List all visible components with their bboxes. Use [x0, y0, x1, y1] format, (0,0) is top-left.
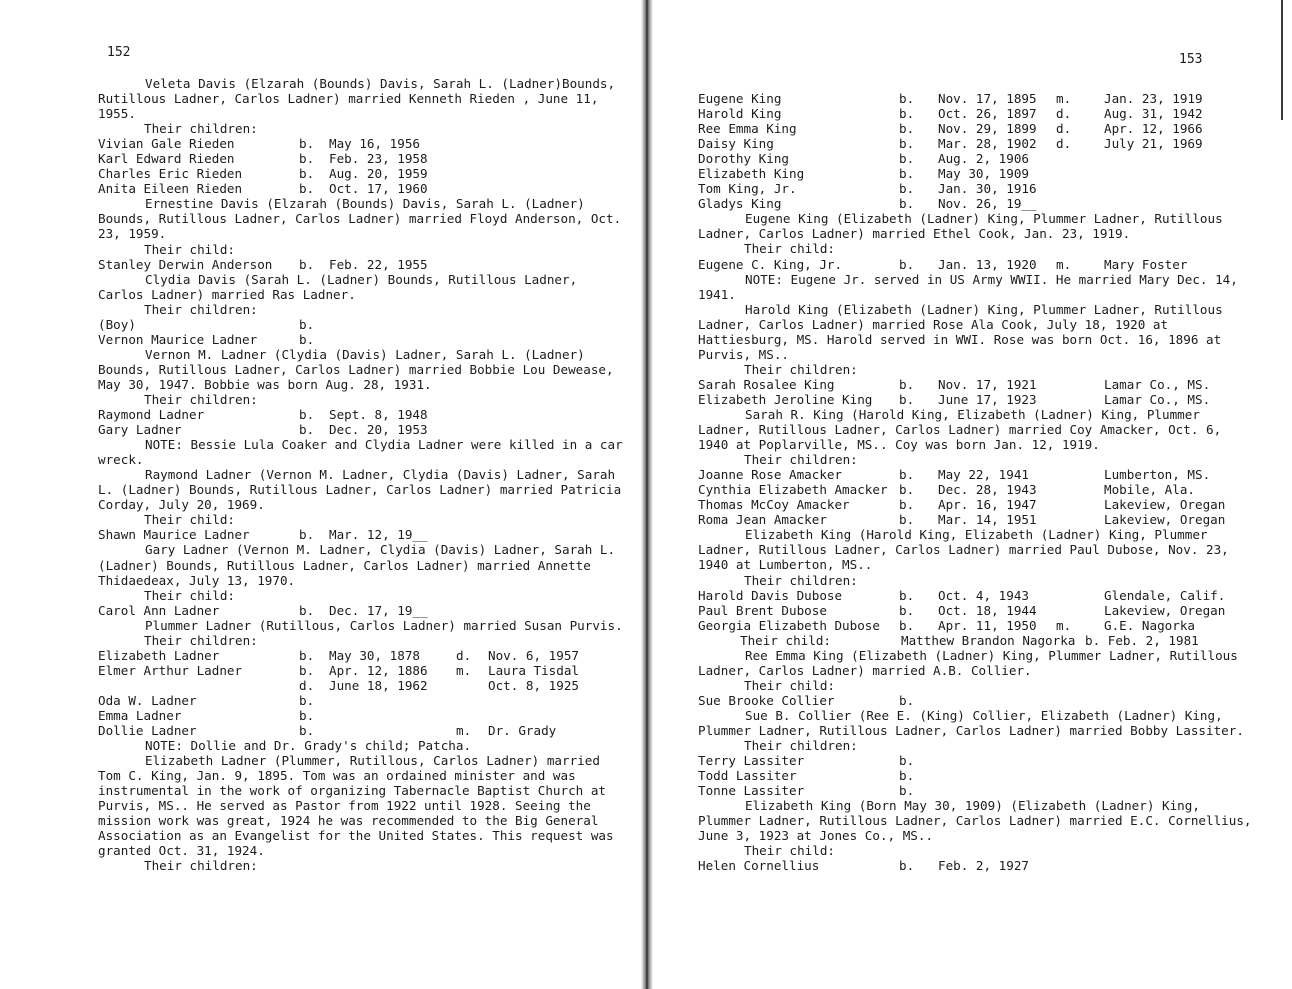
birth-date: Dec. 17, 19__: [329, 602, 428, 618]
birth-date: Apr. 11, 1950: [938, 617, 1037, 633]
birth-date: Nov. 17, 1895: [938, 91, 1037, 106]
birth-marker: b.: [299, 316, 315, 332]
genealogy-entry: [98, 407, 623, 422]
event-detail: Lamar Co., MS.: [1104, 376, 1211, 392]
genealogy-entry: [698, 588, 1258, 603]
birth-date: Oct. 4, 1943: [938, 587, 1029, 603]
birth-date: Sept. 8, 1948: [329, 407, 428, 423]
genealogy-entry: [698, 121, 1258, 136]
paragraph: Harold King (Elizabeth (Ladner) King, Plummer Ladner, Rutillous Ladner, Carlos Ladner) married Rose Ala Cook, July 18, 1920 at Hattiesburg, MS. Harold served in WWI. Rose was born Oct. 16, 1896 at Purvis, MS..: [698, 301, 1223, 362]
birth-marker: b.: [299, 707, 315, 723]
birth-marker: b.: [899, 166, 915, 182]
person-name: Stanley Derwin Anderson: [98, 256, 273, 272]
paragraph: Plummer Ladner (Rutillous, Carlos Ladner) married Susan Purvis.: [145, 617, 623, 633]
genealogy-entry: [98, 151, 623, 166]
birth-date: Aug. 2, 1906: [938, 151, 1029, 167]
event-detail: July 21, 1969: [1104, 136, 1203, 152]
children-heading: Their children:: [144, 632, 258, 648]
children-heading: Their child:: [144, 512, 235, 528]
genealogy-entry: [698, 482, 1258, 497]
birth-date: Feb. 23, 1958: [329, 151, 428, 167]
person-name: Elmer Arthur Ladner: [98, 662, 243, 678]
genealogy-entry: [98, 723, 623, 738]
birth-date: May 22, 1941: [938, 467, 1029, 483]
genealogy-entry: [698, 753, 1258, 768]
birth-date: Oct. 18, 1944: [938, 602, 1037, 618]
genealogy-entry: [98, 603, 623, 618]
children-heading: Their children:: [144, 121, 258, 137]
genealogy-entry: [698, 181, 1258, 196]
birth-marker: b.: [899, 196, 915, 212]
birth-marker: b.: [899, 151, 915, 167]
birth-date: Dec. 20, 1953: [329, 422, 428, 438]
children-heading: Their child:: [744, 241, 835, 257]
birth-date: June 18, 1962: [329, 677, 428, 693]
birth-marker: b.: [899, 482, 915, 498]
birth-date: Nov. 17, 1921: [938, 376, 1037, 392]
event-marker: d.: [1056, 136, 1072, 152]
birth-marker: b.: [299, 181, 315, 197]
event-marker: d.: [456, 647, 472, 663]
right-page: [651, 0, 1292, 989]
genealogy-entry: [698, 196, 1258, 211]
person-name: Vernon Maurice Ladner: [98, 331, 258, 347]
genealogy-entry: [98, 332, 623, 347]
paragraph: Veleta Davis (Elzarah (Bounds) Davis, Sarah L. (Ladner)Bounds, Rutillous Ladner, Carlos Ladner) married Kenneth Rieden , June 11, 1955.: [98, 76, 616, 122]
person-name: Tonne Lassiter: [698, 783, 805, 799]
genealogy-entry: [98, 422, 623, 437]
person-name: Terry Lassiter: [698, 753, 805, 769]
birth-marker: b.: [899, 602, 915, 618]
paragraph: Sarah R. King (Harold King, Elizabeth (Ladner) King, Plummer Ladner, Rutillous Ladner, Carlos Ladner) married Coy Amacker, Oct. 6, 1940 at Poplarville, MS.. Coy was born Jan. 12, 1919.: [698, 406, 1222, 453]
event-detail: Jan. 23, 1919: [1104, 91, 1203, 106]
genealogy-entry: [98, 708, 623, 723]
birth-date: Mar. 14, 1951: [938, 512, 1037, 528]
children-heading: Their children:: [144, 301, 258, 317]
birth-date: Dec. 28, 1943: [938, 482, 1037, 498]
children-heading: Their child:: [144, 241, 235, 257]
paragraph: Eugene King (Elizabeth (Ladner) King, Plummer Ladner, Rutillous Ladner, Carlos Ladner) married Ethel Cook, Jan. 23, 1919.: [698, 211, 1223, 242]
person-name: Sue Brooke Collier: [698, 692, 835, 708]
person-name: Helen Cornellius: [698, 858, 820, 874]
event-detail: G.E. Nagorka: [1104, 617, 1195, 633]
birth-date: Mar. 28, 1902: [938, 136, 1037, 152]
person-name: (Boy): [98, 316, 136, 332]
person-name: Tom King, Jr.: [698, 181, 797, 197]
children-heading: Their children:: [144, 858, 258, 874]
birth-marker: b.: [899, 617, 915, 633]
genealogy-entry: [98, 181, 623, 196]
birth-marker: b.: [899, 121, 915, 137]
person-name: Elizabeth Jeroline King: [698, 391, 873, 407]
event-detail: Aug. 31, 1942: [1104, 106, 1203, 122]
children-heading: Their child:: [744, 843, 835, 859]
paragraph: Sue B. Collier (Ree E. (King) Collier, Elizabeth (Ladner) King, Plummer Ladner, Rutillous Ladner, Carlos Ladner) married Bobby Lassiter.: [698, 707, 1244, 738]
event-detail: Lumberton, MS.: [1104, 467, 1211, 483]
person-name: Anita Eileen Rieden: [98, 181, 243, 197]
person-name: Elizabeth Ladner: [98, 647, 220, 663]
person-name: Harold Davis Dubose: [698, 587, 843, 603]
event-detail: Apr. 12, 1966: [1104, 121, 1203, 137]
paragraph: Vernon M. Ladner (Clydia (Davis) Ladner, Sarah L. (Ladner) Bounds, Rutillous Ladner, Carlos Ladner) married Bobbie Lou Dewease, May 30, 1947. Bobbie was born Aug. 28, 1931.: [98, 346, 614, 392]
person-name: Harold King: [698, 106, 782, 122]
person-name: Georgia Elizabeth Dubose: [698, 617, 880, 633]
children-heading: Their children:: [744, 738, 858, 754]
birth-date: May 16, 1956: [329, 136, 420, 152]
genealogy-entry: [698, 768, 1258, 783]
children-heading: Their child:: [740, 632, 831, 648]
event-detail: Oct. 8, 1925: [488, 677, 579, 693]
event-detail: Laura Tisdal: [488, 662, 579, 678]
genealogy-entry: [698, 467, 1258, 482]
person-name: Thomas McCoy Amacker: [698, 497, 850, 513]
birth-date: b. Feb. 2, 1981: [1085, 632, 1199, 648]
genealogy-entry: [698, 257, 1258, 272]
genealogy-entry: [98, 166, 623, 181]
genealogy-entry: [698, 377, 1258, 392]
genealogy-entry: [98, 257, 623, 272]
event-marker: m.: [456, 723, 472, 739]
birth-date: Apr. 12, 1886: [329, 662, 428, 678]
birth-marker: b.: [899, 106, 915, 122]
birth-marker: b.: [299, 527, 315, 543]
birth-date: Jan. 30, 1916: [938, 181, 1037, 197]
person-name: Dollie Ladner: [98, 723, 197, 739]
event-detail: Dr. Grady: [488, 723, 557, 739]
children-heading: Their child:: [744, 677, 835, 693]
left-page: [0, 0, 645, 989]
birth-marker: b.: [299, 692, 315, 708]
person-name: Oda W. Ladner: [98, 692, 197, 708]
genealogy-entry: [698, 166, 1258, 181]
event-detail: Mobile, Ala.: [1104, 482, 1195, 498]
paragraph: Ernestine Davis (Elzarah (Bounds) Davis, Sarah L. (Ladner) Bounds, Rutillous Ladner, Carlos Ladner) married Floyd Anderson, Oct. 23, 1959.: [98, 196, 622, 242]
genealogy-entry: [698, 136, 1258, 151]
genealogy-entry: [698, 392, 1258, 407]
person-name: Todd Lassiter: [698, 768, 797, 784]
genealogy-entry: [98, 317, 623, 332]
genealogy-entry: [698, 618, 1258, 633]
birth-date: Jan. 13, 1920: [938, 256, 1037, 272]
birth-marker: b.: [299, 166, 315, 182]
birth-marker: b.: [299, 256, 315, 272]
event-detail: Nov. 6, 1957: [488, 647, 579, 663]
person-name: Roma Jean Amacker: [698, 512, 827, 528]
page-content: [698, 91, 1258, 873]
birth-marker: b.: [299, 647, 315, 663]
genealogy-entry: [698, 633, 1258, 648]
event-marker: m.: [1056, 256, 1072, 272]
birth-marker: b.: [299, 422, 315, 438]
birth-date: Feb. 22, 1955: [329, 256, 428, 272]
page-number: 153: [1179, 52, 1203, 67]
event-detail: Glendale, Calif.: [1104, 587, 1226, 603]
birth-marker: b.: [299, 136, 315, 152]
event-detail: Lakeview, Oregan: [1104, 602, 1226, 618]
birth-date: May 30, 1878: [329, 647, 420, 663]
event-marker: d.: [1056, 106, 1072, 122]
person-name: Karl Edward Rieden: [98, 151, 235, 167]
birth-marker: b.: [299, 151, 315, 167]
person-name: Vivian Gale Rieden: [98, 136, 235, 152]
birth-marker: b.: [899, 783, 915, 799]
genealogy-entry: [98, 693, 623, 708]
birth-marker: b.: [299, 331, 315, 347]
birth-date: June 17, 1923: [938, 391, 1037, 407]
person-name: Gary Ladner: [98, 422, 182, 438]
genealogy-entry: [698, 693, 1258, 708]
person-name: Cynthia Elizabeth Amacker: [698, 482, 888, 498]
birth-date: Feb. 2, 1927: [938, 858, 1029, 874]
event-detail: Mary Foster: [1104, 256, 1188, 272]
page-number: 152: [107, 45, 131, 60]
birth-marker: b.: [299, 407, 315, 423]
person-name: Elizabeth King: [698, 166, 805, 182]
birth-marker: b.: [899, 587, 915, 603]
person-name: Charles Eric Rieden: [98, 166, 243, 182]
birth-marker: b.: [899, 512, 915, 528]
person-name: Carol Ann Ladner: [98, 602, 220, 618]
person-name: Matthew Brandon Nagorka: [901, 632, 1076, 648]
person-name: Eugene King: [698, 91, 782, 106]
birth-date: Mar. 12, 19__: [329, 527, 428, 543]
page-content: [98, 76, 623, 873]
birth-marker: b.: [899, 768, 915, 784]
paragraph: Gary Ladner (Vernon M. Ladner, Clydia (Davis) Ladner, Sarah L. (Ladner) Bounds, Rutillous Ladner, Carlos Ladner) married Annette Thidaedeax, July 13, 1970.: [98, 542, 616, 588]
birth-date: Oct. 26, 1897: [938, 106, 1037, 122]
birth-marker: b.: [899, 136, 915, 152]
birth-marker: b.: [899, 256, 915, 272]
person-name: Eugene C. King, Jr.: [698, 256, 843, 272]
birth-marker: b.: [899, 391, 915, 407]
paragraph: Elizabeth King (Harold King, Elizabeth (Ladner) King, Plummer Ladner, Rutillous Ladner, Carlos Ladner) married Paul Dubose, Nov. 23, 1940 at Lumberton, MS..: [698, 527, 1229, 573]
person-name: Dorothy King: [698, 151, 789, 167]
person-name: Emma Ladner: [98, 707, 182, 723]
children-heading: Their children:: [744, 572, 858, 588]
person-name: Ree Emma King: [698, 121, 797, 137]
birth-marker: b.: [899, 376, 915, 392]
birth-date: Nov. 26, 19__: [938, 196, 1037, 212]
birth-marker: b.: [299, 662, 315, 678]
paragraph: Ree Emma King (Elizabeth (Ladner) King, Plummer Ladner, Rutillous Ladner, Carlos Ladner) married A.B. Collier.: [698, 647, 1238, 678]
person-name: Joanne Rose Amacker: [698, 467, 843, 483]
event-marker: m.: [1056, 91, 1072, 106]
genealogy-entry: [698, 512, 1258, 527]
birth-date: May 30, 1909: [938, 166, 1029, 182]
person-name: Paul Brent Dubose: [698, 602, 827, 618]
person-name: Sarah Rosalee King: [698, 376, 835, 392]
event-marker: m.: [1056, 617, 1072, 633]
paragraph: NOTE: Dollie and Dr. Grady's child; Patcha.: [145, 738, 472, 754]
birth-marker: b.: [899, 497, 915, 513]
genealogy-entry: [98, 663, 623, 678]
birth-marker: b.: [899, 692, 915, 708]
birth-marker: b.: [899, 858, 915, 874]
birth-marker: b.: [899, 753, 915, 769]
genealogy-entry: [698, 497, 1258, 512]
birth-marker: d.: [299, 677, 315, 693]
children-heading: Their child:: [144, 587, 235, 603]
birth-date: Nov. 29, 1899: [938, 121, 1037, 137]
person-name: Raymond Ladner: [98, 407, 205, 423]
children-heading: Their children:: [144, 391, 258, 407]
person-name: Shawn Maurice Ladner: [98, 527, 250, 543]
genealogy-entry: [698, 106, 1258, 121]
paragraph: NOTE: Bessie Lula Coaker and Clydia Ladner were killed in a car wreck.: [98, 437, 623, 468]
children-heading: Their children:: [744, 361, 858, 377]
event-detail: Lakeview, Oregan: [1104, 512, 1226, 528]
person-name: Gladys King: [698, 196, 782, 212]
paragraph: NOTE: Eugene Jr. served in US Army WWII. He married Mary Dec. 14, 1941.: [698, 271, 1238, 302]
genealogy-entry: [98, 678, 623, 693]
event-marker: d.: [1056, 121, 1072, 137]
paragraph: Elizabeth Ladner (Plummer, Rutillous, Carlos Ladner) married Tom C. King, Jan. 9, 1895. Tom was an ordained minister and was instrumental in the work of organizing Tabernacle Baptist Church at Purvis, MS.. He served as Pastor from 1922 until 1928. Seeing the mission work was great, 1924 he was recommended to the Big General Association as an Evangelist for the United States. This request was granted Oct. 31, 1924.: [98, 753, 614, 859]
event-detail: Lakeview, Oregan: [1104, 497, 1226, 513]
genealogy-entry: [98, 648, 623, 663]
birth-marker: b.: [899, 91, 915, 106]
person-name: Daisy King: [698, 136, 774, 152]
paragraph: Elizabeth King (Born May 30, 1909) (Elizabeth (Ladner) King, Plummer Ladner, Rutillous Ladner, Carlos Ladner) married E.C. Cornellius, June 3, 1923 at Jones Co., MS..: [698, 798, 1252, 844]
event-detail: Lamar Co., MS.: [1104, 391, 1211, 407]
birth-date: Aug. 20, 1959: [329, 166, 428, 182]
paragraph: Clydia Davis (Sarah L. (Ladner) Bounds, Rutillous Ladner, Carlos Ladner) married Ras Ladner.: [98, 271, 578, 302]
genealogy-entry: [698, 151, 1258, 166]
genealogy-entry: [98, 136, 623, 151]
genealogy-entry: [698, 91, 1258, 106]
children-heading: Their children:: [744, 452, 858, 468]
paragraph: Raymond Ladner (Vernon M. Ladner, Clydia (Davis) Ladner, Sarah L. (Ladner) Bounds, Rutillous Ladner, Carlos Ladner) married Patricia Corday, July 20, 1969.: [98, 467, 622, 513]
genealogy-entry: [698, 858, 1258, 873]
birth-marker: b.: [299, 602, 315, 618]
genealogy-entry: [698, 603, 1258, 618]
event-marker: m.: [456, 662, 472, 678]
birth-marker: b.: [899, 181, 915, 197]
genealogy-entry: [98, 527, 623, 542]
genealogy-entry: [698, 783, 1258, 798]
birth-marker: b.: [899, 467, 915, 483]
birth-marker: b.: [299, 723, 315, 739]
birth-date: Oct. 17, 1960: [329, 181, 428, 197]
birth-date: Apr. 16, 1947: [938, 497, 1037, 513]
